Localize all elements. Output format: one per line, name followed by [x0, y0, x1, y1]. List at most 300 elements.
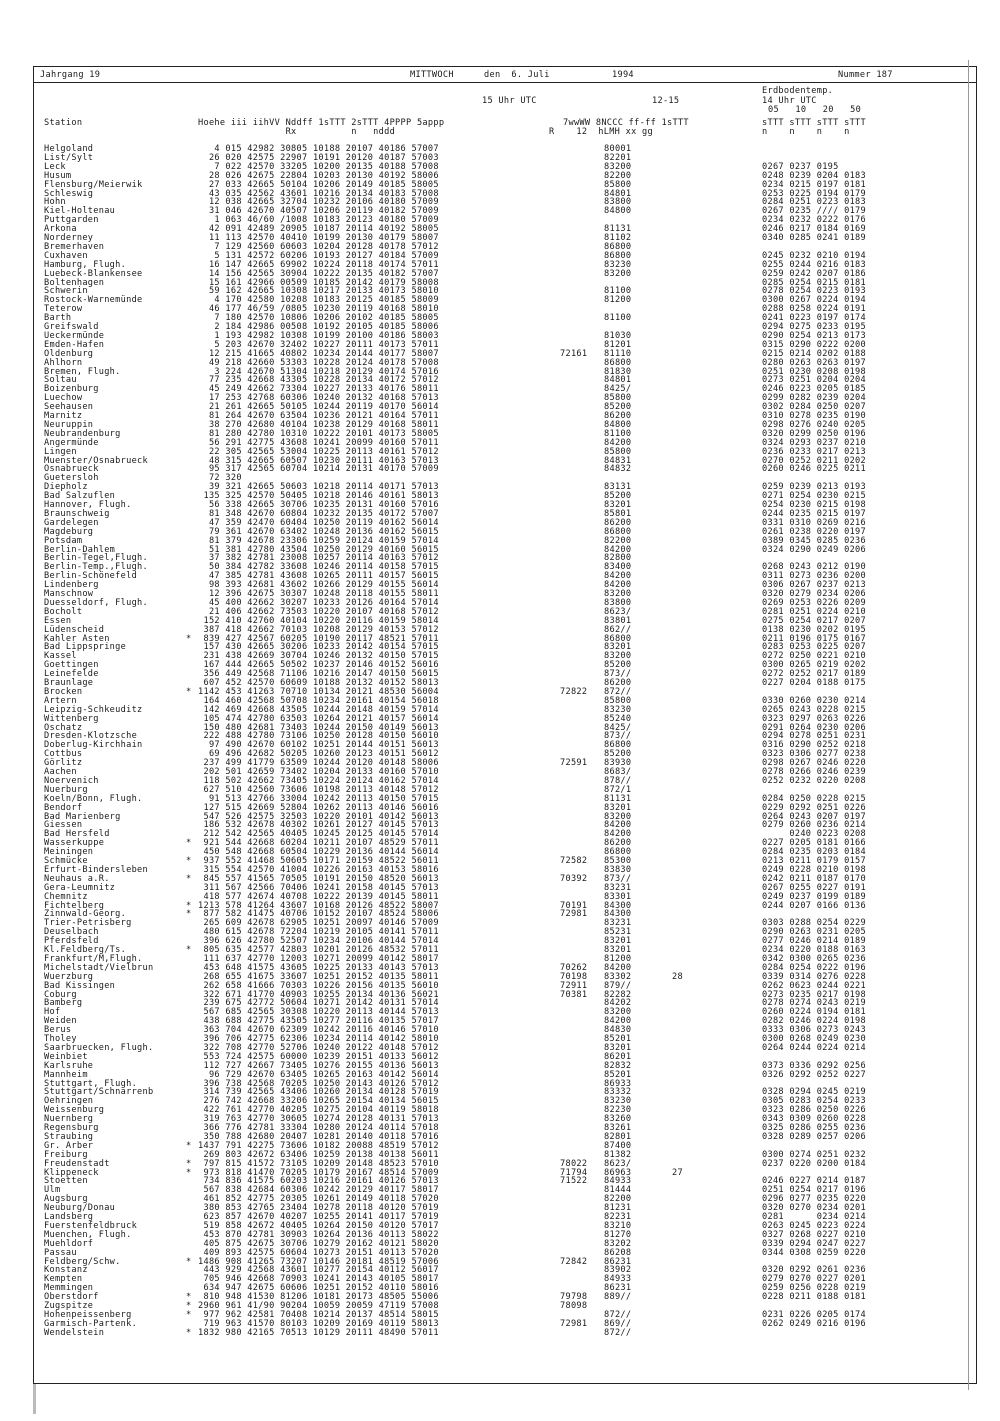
station-name: Chemnitz [44, 891, 88, 902]
cloud-group: 81102 [604, 233, 632, 243]
soil-temps: 0259 0242 0207 0186 [762, 268, 867, 279]
station-name: Arkona [44, 224, 77, 235]
soil-temps: 0282 0246 0224 0198 [762, 1016, 867, 1027]
station-values: 81 264 42670 63504 10236 20121 40164 57011 [198, 411, 439, 421]
soil-temps: 0300 0265 0219 0202 [762, 660, 867, 671]
cloud-group: 81382 [604, 1149, 632, 1160]
station-name: Fichtelberg [44, 900, 105, 911]
soil-temps: 0252 0232 0220 0208 [762, 775, 867, 786]
soil-temps: 0254 0230 0215 0198 [762, 500, 867, 510]
station-name: Puttgarden [44, 215, 99, 226]
soil-temps: 0311 0273 0236 0200 [762, 571, 867, 582]
period-label: 12-15 [652, 96, 680, 106]
station-values: 72 320 [198, 473, 242, 484]
station-values: 937 552 41468 50605 10171 20159 48522 56011 [198, 856, 439, 866]
cloud-group: 83200 [604, 161, 632, 172]
soil-temps: 0227 0205 0181 0166 [762, 838, 867, 849]
weather-code: 71794 [560, 1167, 588, 1178]
soil-temps: 0339 0294 0247 0227 [762, 1238, 867, 1249]
cloud-group: 83200 [604, 811, 632, 822]
station-name: Oldenburg [44, 348, 94, 359]
cloud-group: 80001 [604, 144, 632, 154]
station-values: 22 305 42565 53004 10225 20113 40161 57012 [198, 446, 439, 457]
station-values: 2 184 42986 00508 10192 20105 40185 58006 [198, 322, 439, 332]
station-name: Luebeck-Blankensee [44, 268, 143, 279]
cloud-group: 8623/ [604, 1158, 632, 1169]
soil-temps: 0294 0275 0233 0195 [762, 322, 867, 332]
station-name: Nuernberg [44, 1114, 94, 1125]
station-name: Flensburg/Meierwik [44, 179, 143, 190]
station-values: 547 526 42575 32503 10220 20101 40142 56013 [198, 811, 439, 822]
cloud-group: 82200 [604, 1194, 632, 1205]
weather-code: 70191 [560, 900, 588, 911]
soil-temps: 0244 0235 0215 0197 [762, 508, 867, 519]
station-name: Stuttgart, Flugh. [44, 1078, 138, 1089]
station-name: Diepholz [44, 482, 88, 493]
soil-temps: 0269 0253 0226 0209 [762, 597, 867, 608]
station-values: 167 444 42665 50502 10237 20146 40152 56016 [198, 660, 439, 671]
cloud-group: 84933 [604, 1176, 632, 1187]
soil-temps: 0259 0239 0213 0193 [762, 482, 867, 493]
soil-temps: 0273 0251 0204 0204 [762, 375, 867, 386]
station-name: Doberlug-Kirchhain [44, 740, 143, 751]
cloud-group: 86201 [604, 1051, 632, 1062]
station-name: Goettingen [44, 660, 99, 671]
soil-temps: 0342 0300 0265 0236 [762, 953, 867, 964]
station-name: Soltau [44, 375, 77, 386]
soil-temps: 0300 0267 0224 0194 [762, 295, 867, 306]
cloud-group: 83201 [604, 936, 632, 947]
station-values: 1486 908 41265 73207 10146 20181 48519 57006 [198, 1256, 439, 1267]
cloud-group: 84933 [604, 1274, 632, 1285]
station-name: Frankfurt/M,Flugh. [44, 953, 143, 964]
station-values: 839 427 42567 60205 10190 20117 48521 57011 [198, 633, 439, 644]
station-name: Erfurt-Bindersleben [44, 864, 149, 875]
station-name: Cottbus [44, 749, 83, 760]
station-values: 268 655 41675 33607 10251 20152 40135 58011 [198, 971, 439, 982]
soil-temps: 0343 0309 0260 0228 [762, 1114, 867, 1125]
station-name: Cuxhaven [44, 250, 88, 261]
station-values: 12 215 41665 40802 10234 20144 40177 58007 [198, 348, 439, 359]
station-name: Essen [44, 615, 72, 626]
cloud-group: 86800 [604, 250, 632, 261]
cloud-group: 869// [604, 1318, 632, 1329]
station-name: Aachen [44, 767, 77, 777]
synop-header: 7wwWW 8NCCC ff-ff 1sTTT [563, 118, 689, 128]
station-values: 45 400 42662 30207 10233 20126 40164 57014 [198, 597, 439, 608]
station-values: 314 739 42565 43406 10260 20134 40128 57019 [198, 1087, 439, 1098]
mountain-station-marker: * [186, 1256, 192, 1267]
station-name: List/Sylt [44, 152, 94, 163]
station-name: Deuselbach [44, 927, 99, 938]
mountain-station-marker: * [186, 1158, 192, 1169]
soil-temps: 0272 0252 0217 0189 [762, 669, 867, 680]
weather-code: 78022 [560, 1158, 588, 1169]
synop-header-2: R 12 hLMH xx gg [549, 127, 654, 137]
cloud-group: 84801 [604, 188, 632, 199]
cloud-group: 83260 [604, 1114, 632, 1125]
soil-temps: 0316 0290 0252 0218 [762, 740, 867, 751]
mountain-station-marker: * [186, 1301, 192, 1311]
soil-temps: 0328 0294 0245 0219 [762, 1087, 867, 1098]
station-name: Gera-Leumnitz [44, 882, 116, 893]
cloud-group: 83210 [604, 1220, 632, 1231]
cloud-group: 84200 [604, 962, 632, 973]
station-values: 79 361 42670 63402 10248 20136 40162 56015 [198, 526, 439, 537]
station-name: Wuerzburg [44, 971, 94, 982]
station-values: 422 761 42770 40205 10275 20104 40119 58018 [198, 1105, 439, 1116]
station-name: Ahlhorn [44, 357, 83, 368]
cloud-group: 8623/ [604, 606, 632, 617]
station-name: Potsdam [44, 535, 83, 546]
station-values: 111 637 42770 12003 10271 20099 40142 58017 [198, 953, 439, 964]
soil-temps: 0285 0254 0215 0181 [762, 277, 867, 288]
station-values: 50 384 42782 33608 10246 20114 40158 57015 [198, 562, 439, 573]
mountain-station-marker: * [186, 945, 192, 955]
station-values: 734 836 41575 60203 10216 20161 40126 57013 [198, 1176, 439, 1187]
soil-temps: 0259 0256 0228 0219 [762, 1283, 867, 1294]
cloud-group: 83301 [604, 891, 632, 902]
station-values: 222 488 42780 73106 10250 20128 40150 56010 [198, 731, 439, 742]
cloud-group: 83200 [604, 589, 632, 599]
cloud-group: 81131 [604, 793, 632, 804]
station-values: 380 853 42765 23404 10278 20118 40120 57019 [198, 1203, 439, 1214]
station-values: 212 542 42565 40405 10245 20125 40145 57014 [198, 829, 439, 840]
soil-temps: 0279 0260 0236 0214 [762, 820, 867, 831]
station-name: Oehringen [44, 1096, 94, 1107]
mountain-station-marker: * [186, 686, 192, 697]
station-values: 350 788 42680 20407 10281 20140 40118 57016 [198, 1131, 439, 1142]
station-values: 322 708 42770 52706 10240 20122 40148 57012 [198, 1042, 439, 1053]
cloud-group: 81100 [604, 428, 632, 439]
cloud-group: 85200 [604, 749, 632, 760]
weather-code: 72161 [560, 348, 588, 359]
station-values: 363 704 42670 62309 10242 20116 40146 57010 [198, 1025, 439, 1036]
station-name: Luechow [44, 393, 83, 404]
station-name: Hamburg, Flugh. [44, 259, 127, 270]
station-values: 519 858 42672 40405 10264 20150 40120 57017 [198, 1220, 439, 1231]
cloud-group: 84200 [604, 820, 632, 831]
cloud-group: 86800 [604, 740, 632, 751]
station-name: Landsberg [44, 1212, 94, 1222]
soil-temps: 0273 0235 0217 0198 [762, 989, 867, 1000]
station-name: Feldberg/Schw. [44, 1256, 121, 1267]
cloud-group: 81200 [604, 295, 632, 306]
soil-temps: 0251 0230 0208 0198 [762, 366, 867, 377]
station-values: 443 929 42568 43601 10277 20154 40112 56017 [198, 1265, 439, 1276]
cloud-group: 873// [604, 731, 632, 742]
cloud-group: 83202 [604, 1238, 632, 1249]
station-name: Bendorf [44, 802, 83, 813]
station-name: Lüdenscheid [44, 624, 105, 635]
station-name: Lingen [44, 446, 77, 457]
soil-temps: 0275 0254 0217 0207 [762, 615, 867, 626]
station-values: 705 946 42668 70903 10241 20143 40105 58017 [198, 1274, 439, 1285]
cloud-group: 84200 [604, 544, 632, 555]
cloud-group: 86800 [604, 633, 632, 644]
soil-temps: 0323 0297 0263 0226 [762, 713, 867, 724]
soil-temps: 0270 0252 0211 0202 [762, 455, 867, 466]
weekday: MITTWOCH [410, 70, 454, 80]
station-name: Oberstdorf [44, 1292, 99, 1303]
soil-temps: 0303 0288 0254 0229 [762, 918, 867, 929]
cloud-group: 879// [604, 980, 632, 991]
date: den 6. Juli [484, 70, 550, 80]
soil-temps: 0320 0270 0234 0201 [762, 1203, 867, 1214]
station-name: Neuruppin [44, 419, 94, 430]
station-values: 719 963 41570 80103 10209 20169 40119 58013 [198, 1318, 439, 1329]
station-values: 7 129 42560 60603 10204 20128 40178 57012 [198, 241, 439, 252]
station-name: Seehausen [44, 402, 94, 413]
cloud-group: 83230 [604, 704, 632, 715]
station-name: Braunschweig [44, 508, 110, 519]
soil-temps: 0290 0263 0231 0205 [762, 927, 867, 938]
station-values: 31 046 42670 40507 10206 20119 40182 57009 [198, 206, 439, 217]
station-name: Gr. Arber [44, 1140, 94, 1151]
soil-temps: 0302 0284 0250 0207 [762, 402, 867, 413]
cloud-group: 81231 [604, 1203, 632, 1214]
cloud-group: 85800 [604, 446, 632, 457]
station-name: Neuburg/Donau [44, 1203, 116, 1214]
cloud-group: 81200 [604, 953, 632, 964]
cloud-group: 86800 [604, 357, 632, 368]
mountain-station-marker: * [186, 873, 192, 884]
cloud-group: 8683/ [604, 767, 632, 777]
year-full: 1994 [612, 70, 634, 80]
weather-code: 72911 [560, 980, 588, 991]
station-values: 1142 453 41263 70710 10134 20121 48530 56004 [198, 686, 439, 697]
station-name: Weinbiet [44, 1051, 88, 1062]
utc-label: 15 Uhr UTC [482, 96, 537, 106]
station-values: 877 582 41475 40706 10152 20107 48524 58006 [198, 909, 439, 920]
soil-temps: 0373 0336 0292 0256 [762, 1060, 867, 1071]
cloud-group: 86800 [604, 241, 632, 252]
cloud-group: 85800 [604, 695, 632, 706]
station-name: Duesseldorf, Flugh. [44, 597, 149, 608]
cloud-group: 86208 [604, 1247, 632, 1258]
soil-temps: 0328 0289 0257 0206 [762, 1131, 867, 1142]
soil-temps: 0281 0251 0224 0210 [762, 606, 867, 617]
cloud-group: 83302 [604, 971, 632, 982]
cloud-group: 85200 [604, 402, 632, 413]
weather-code: 72822 [560, 686, 588, 697]
cloud-group: 889// [604, 1292, 632, 1303]
cloud-group: 84202 [604, 998, 632, 1009]
cloud-group: 83801 [604, 615, 632, 626]
station-values: 231 438 42669 30704 10246 20132 40150 57015 [198, 651, 439, 662]
station-name: Wasserkuppe [44, 838, 105, 849]
cloud-group: 81030 [604, 330, 632, 341]
cloud-group: 83800 [604, 597, 632, 608]
station-name: Konstanz [44, 1265, 88, 1276]
station-values: 56 338 42665 30706 10235 20131 40160 57016 [198, 500, 439, 510]
soil-temps: 0288 0258 0224 0191 [762, 304, 867, 315]
station-name: Zinnwald-Georg. [44, 909, 127, 920]
soil-temps: 0234 0215 0197 0181 [762, 179, 867, 190]
cloud-group: 82282 [604, 989, 632, 1000]
weather-code: 70381 [560, 989, 588, 1000]
soil-temps: 0278 0254 0223 0193 [762, 286, 867, 297]
station-values: 16 147 42665 69902 10224 20118 40174 57011 [198, 259, 439, 270]
station-values: 118 502 42662 73405 10224 20124 40162 57014 [198, 775, 439, 786]
station-values: 276 742 42668 33206 10265 20154 40134 56015 [198, 1096, 439, 1107]
cloud-group: 872/1 [604, 784, 632, 795]
station-name: Gardelegen [44, 517, 99, 528]
station-values: 623 857 42670 40207 10255 20141 40117 57019 [198, 1212, 439, 1222]
station-name: Leipzig-Schkeuditz [44, 704, 143, 715]
station-name: Barth [44, 313, 72, 324]
station-name: Bremen, Flugh. [44, 366, 121, 377]
station-name: Mannheim [44, 1069, 88, 1080]
cloud-group: 83930 [604, 758, 632, 769]
station-values: 977 962 42581 70408 10214 20137 48514 58015 [198, 1309, 439, 1320]
soil-temps: 0324 0290 0249 0206 [762, 544, 867, 555]
cloud-group: 81100 [604, 313, 632, 324]
soil-temps: 0326 0292 0252 0227 [762, 1069, 867, 1080]
cloud-group: 84200 [604, 580, 632, 591]
station-values: 805 635 42577 42803 10201 20126 48532 57011 [198, 945, 439, 955]
station-values: 48 315 42665 60507 10230 20111 40163 57013 [198, 455, 439, 466]
cloud-group: 85800 [604, 393, 632, 404]
station-header: Station [44, 118, 83, 128]
station-name: Kahler Asten [44, 633, 110, 644]
cloud-group: 83830 [604, 864, 632, 875]
station-name: Rostock-Warnemünde [44, 295, 143, 306]
cloud-group: 81100 [604, 286, 632, 297]
station-name: Weiden [44, 1016, 77, 1027]
station-values: 202 501 42659 73402 10204 20133 40160 57010 [198, 767, 439, 777]
station-values: 461 852 42775 20305 10261 20149 40118 57020 [198, 1194, 439, 1205]
station-values: 845 557 41565 70505 10191 20150 48520 56013 [198, 873, 439, 884]
soil-temps: 0241 0223 0197 0174 [762, 313, 867, 324]
station-values: 47 385 42781 43608 10265 20111 40157 56015 [198, 571, 439, 582]
station-values: 95 317 42565 60704 10214 20131 40170 57009 [198, 464, 439, 475]
soil-temps: 0281 0234 0214 [762, 1212, 867, 1222]
soil-temps: 0339 0314 0276 0228 [762, 971, 867, 982]
soil-temps: 0244 0207 0166 0136 [762, 900, 867, 911]
station-name: Teterow [44, 304, 83, 315]
soil-temps: 0324 0293 0237 0210 [762, 437, 867, 448]
cloud-group: 86200 [604, 678, 632, 688]
station-name: Ueckermünde [44, 330, 105, 341]
station-name: Emden-Hafen [44, 339, 105, 350]
station-name: Regensburg [44, 1123, 99, 1133]
cloud-group: 85240 [604, 713, 632, 724]
station-name: Bocholt [44, 606, 83, 617]
station-name: Norderney [44, 233, 94, 243]
soil-temps: 0284 0251 0223 0183 [762, 197, 867, 208]
soil-temps: 0245 0232 0210 0194 [762, 250, 867, 261]
station-values: 21 406 42662 73503 10220 20107 40168 57012 [198, 606, 439, 617]
header-rule [33, 82, 977, 83]
station-name: Osnabrueck [44, 464, 99, 475]
station-values: 1437 791 42275 73606 10182 20088 48519 57012 [198, 1140, 439, 1151]
station-name: Artern [44, 695, 77, 706]
station-values: 157 430 42665 30206 10233 20142 40154 57015 [198, 642, 439, 653]
station-name: Boizenburg [44, 384, 99, 395]
station-values: 28 026 42675 22804 10203 20130 40192 58006 [198, 170, 439, 181]
cloud-group: 84200 [604, 829, 632, 840]
cloud-group: 81201 [604, 339, 632, 350]
erdboden-header: sTTT sTTT sTTT sTTT [762, 118, 867, 128]
cloud-group: 83230 [604, 1096, 632, 1107]
station-name: Brocken [44, 686, 83, 697]
station-values: 453 648 41575 43605 10225 20133 40143 57013 [198, 962, 439, 973]
cloud-group: 86800 [604, 526, 632, 537]
cloud-group: 878// [604, 775, 632, 786]
station-values: 237 499 41779 63509 10244 20120 40148 58006 [198, 758, 439, 769]
mountain-station-marker: * [186, 1309, 192, 1320]
station-name: Bad Kissingen [44, 980, 116, 991]
station-values: 43 035 42562 43601 10216 20134 40183 57008 [198, 188, 439, 199]
station-values: 4 015 42982 30805 10188 20107 40186 57007 [198, 144, 439, 154]
soil-temps: 0271 0254 0230 0215 [762, 491, 867, 502]
station-values: 7 180 42570 10806 10206 20102 40185 58005 [198, 313, 439, 324]
soil-temps: 0229 0292 0251 0226 [762, 802, 867, 813]
soil-temps: 0213 0211 0179 0157 [762, 856, 867, 866]
station-name: Berlin-Schönefeld [44, 571, 138, 582]
station-values: 553 724 42575 60000 10239 20151 40133 56012 [198, 1051, 439, 1062]
station-values: 921 544 42668 60204 10211 20107 48529 57011 [198, 838, 439, 849]
soil-temps: 0277 0246 0214 0189 [762, 936, 867, 947]
station-values: 405 875 42675 30706 10279 20162 40121 58020 [198, 1238, 439, 1249]
cloud-group: 85800 [604, 179, 632, 190]
station-name: Braunlage [44, 678, 94, 688]
station-name: Bremerhaven [44, 241, 105, 252]
cloud-group: 83902 [604, 1265, 632, 1276]
station-name: Boltenhagen [44, 277, 105, 288]
station-name: Bad Salzuflen [44, 491, 116, 502]
cloud-group: 85300 [604, 856, 632, 866]
soil-temps: 0262 0249 0216 0196 [762, 1318, 867, 1329]
cloud-group: 82800 [604, 553, 632, 564]
cloud-group: 85801 [604, 508, 632, 519]
station-name: Muenster/Osnabrueck [44, 455, 149, 466]
station-values: 409 893 42575 60604 10273 20151 40113 57020 [198, 1247, 439, 1258]
station-values: 366 776 42781 33304 10280 20124 40114 57018 [198, 1123, 439, 1133]
soil-temps: 0268 0243 0212 0190 [762, 562, 867, 573]
station-values: 269 803 42672 63406 10259 20138 40138 56011 [198, 1149, 439, 1160]
station-name: Michelstadt/Vielbrun [44, 962, 154, 973]
cloud-group: 84801 [604, 375, 632, 386]
mountain-station-marker: * [186, 1140, 192, 1151]
station-name: Berlin-Tegel,Flugh. [44, 553, 149, 564]
station-name: Marnitz [44, 411, 83, 421]
mountain-station-marker: * [186, 856, 192, 866]
station-values: 973 818 41470 70205 10179 20167 48514 57009 [198, 1167, 439, 1178]
soil-temps: 0255 0244 0216 0183 [762, 259, 867, 270]
soil-temps: 0248 0239 0204 0183 [762, 170, 867, 181]
weather-code: 70198 [560, 971, 588, 982]
station-values: 97 490 42670 60102 10251 20144 40151 56013 [198, 740, 439, 751]
station-values: 26 020 42575 22907 10191 20120 40187 57003 [198, 152, 439, 163]
station-values: 98 393 42681 43602 10266 20129 40155 56014 [198, 580, 439, 591]
station-values: 5 203 42670 32402 10227 20111 40173 57011 [198, 339, 439, 350]
station-name: Memmingen [44, 1283, 94, 1294]
station-name: Coburg [44, 989, 77, 1000]
soil-temps: 0267 0235 //// 0179 [762, 206, 867, 217]
station-values: 164 460 42568 50708 10234 20161 40154 56018 [198, 695, 439, 706]
cloud-group: 83201 [604, 1042, 632, 1053]
weather-code: 79798 [560, 1292, 588, 1303]
station-values: 135 325 42570 50405 10218 20146 40161 58013 [198, 491, 439, 502]
soil-temps: 0211 0196 0175 0167 [762, 633, 867, 644]
gust-value: 27 [672, 1167, 683, 1178]
station-name: Kassel [44, 651, 77, 662]
station-name: Ulm [44, 1185, 61, 1196]
cloud-group: 83201 [604, 500, 632, 510]
soil-temps: 0246 0223 0205 0185 [762, 384, 867, 395]
